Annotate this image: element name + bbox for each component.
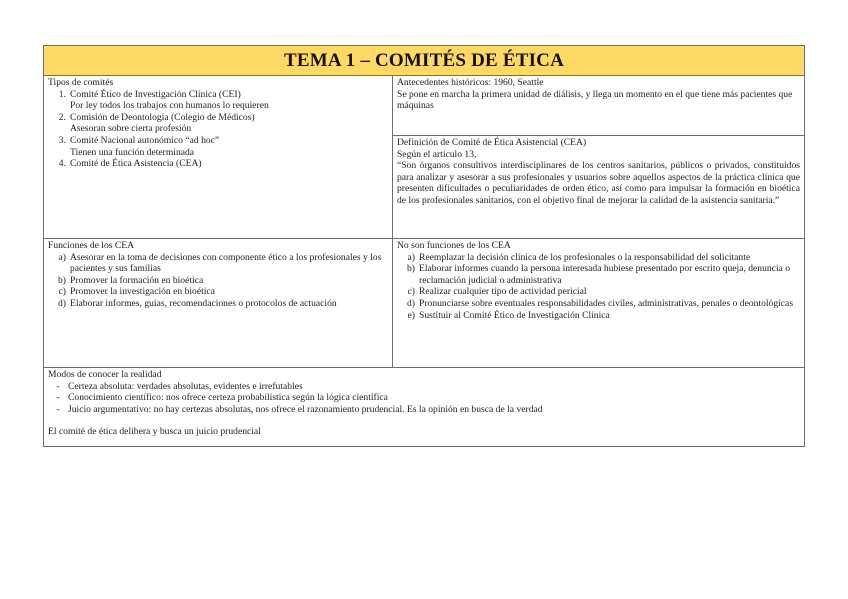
item-letter: a) (407, 251, 415, 263)
item-number: 3. (58, 134, 66, 146)
no-funciones-list (397, 252, 800, 322)
item-text: Asesorar en la toma de decisiones con componente ético a los profesionales y los pacientes y sus familias (70, 251, 382, 275)
item-text: Comisión de Deontología (Colegio de Médicos) (70, 111, 255, 123)
item-letter: d) (407, 297, 415, 309)
item-letter: d) (58, 297, 66, 309)
list-item (397, 298, 800, 310)
funciones-cell (44, 239, 393, 367)
item-text: Promover la investigación en bioética (70, 286, 215, 298)
row-funciones (44, 239, 804, 368)
item-text: Comité de Ética Asistencia (CEA) (70, 158, 202, 170)
modos-cell (44, 368, 804, 446)
funciones-heading: Funciones de los CEA (48, 240, 135, 251)
item-note: Asesoran sobre cierta profesión (70, 123, 192, 135)
item-text: Realizar cualquier tipo de actividad pericial (419, 286, 587, 298)
item-number: 1. (58, 88, 66, 100)
item-bullet: - (56, 392, 60, 404)
item-text: Comité Ético de Investigación Clínica (CEI) (70, 88, 241, 100)
item-letter: c) (58, 286, 66, 298)
modos-conclusion: El comité de ética delibera y busca un juicio prudencial (48, 426, 261, 438)
list-item (48, 89, 388, 112)
list-item (48, 381, 800, 393)
list-item (48, 158, 388, 170)
list-item (397, 263, 800, 286)
row-modos (44, 368, 804, 446)
tipos-cell (44, 76, 393, 238)
list-item (397, 286, 800, 298)
spacer (48, 415, 800, 426)
funciones-list (48, 252, 388, 310)
item-text: Reemplazar la decisión clínica de los profesionales o la responsabilidad del solicitante (419, 251, 751, 263)
list-item (397, 310, 800, 322)
item-text: Elaborar informes cuando la persona interesada hubiese presentado por escrito queja, denuncia o reclamación judicial o administrativa (419, 263, 791, 286)
item-letter: c) (407, 286, 415, 298)
document-table (43, 45, 805, 447)
item-note: Tienen una función determinada (70, 146, 195, 158)
item-text: Conocimiento científico: nos ofrece certeza probabilística según la lógica científica (68, 392, 388, 404)
list-item (48, 135, 388, 158)
item-text: Juicio argumentativo: no hay certezas absolutas, nos ofrece el razonamiento prudencial. Es la opinión en busca de la verdad (68, 403, 543, 415)
list-item (397, 252, 800, 264)
item-text: Sustituir al Comité Ético de Investigación Clínica (419, 309, 610, 321)
item-text: Elaborar informes, guías, recomendaciones o protocolos de actuación (70, 297, 337, 309)
item-bullet: - (56, 380, 60, 392)
item-letter: b) (58, 274, 66, 286)
item-text: Promover la formación en bioética (70, 274, 204, 286)
item-letter: b) (407, 263, 415, 275)
list-item (48, 252, 388, 275)
tipos-heading: Tipos de comités (48, 77, 114, 88)
list-item (48, 298, 388, 310)
antecedentes-heading: Antecedentes históricos: 1960, Seattle (397, 77, 544, 88)
page-title: TEMA 1 – COMITÉS DE ÉTICA (44, 46, 804, 76)
antecedentes-text: Se pone en marcha la primera unidad de diálisis, y llega un momento en el que tiene más pacientes que máquinas (397, 88, 793, 112)
no-funciones-heading: No son funciones de los CEA (397, 240, 511, 251)
list-item (48, 286, 388, 298)
definicion-heading: Definición de Comité de Ética Asistencial (CEA) (397, 137, 587, 148)
item-note: Por ley todos los trabajos con humanos lo requieren (70, 100, 269, 112)
list-item (48, 392, 800, 404)
antecedentes-definicion-cell (393, 76, 804, 238)
item-text: Comité Nacional autonómico “ad hoc” (70, 134, 220, 146)
item-letter: a) (58, 251, 66, 263)
no-funciones-cell (393, 239, 804, 367)
row-tipos-definicion (44, 76, 804, 239)
definicion-block (393, 136, 804, 209)
item-text: Pronunciarse sobre eventuales responsabilidades civiles, administrativas, penales o deontológicas (419, 297, 794, 309)
item-number: 2. (58, 111, 66, 123)
list-item (48, 112, 388, 135)
item-bullet: - (56, 403, 60, 415)
antecedentes-block (393, 76, 804, 136)
item-number: 4. (58, 158, 66, 170)
modos-heading: Modos de conocer la realidad (48, 369, 162, 380)
item-text: Certeza absoluta: verdades absolutas, evidentes e irrefutables (68, 380, 303, 392)
list-item (48, 275, 388, 287)
modos-list (48, 381, 800, 416)
list-item (48, 404, 800, 416)
tipos-list (48, 89, 388, 170)
item-letter: e) (407, 309, 415, 321)
definicion-ref: Según el artículo 13, (397, 148, 477, 160)
definicion-quote: “Son órganos consultivos interdisciplinares de los centros sanitarios, públicos o privados, constituidos para analizar y asesorar a sus profesionales y usuarios sobre aquellos aspectos de la práctica clínica que presenten dificultades o peculiaridades de orden ético, así como para impulsar la formación en bioética de los profesionales sanitarios, con el objetivo final de mejorar la calidad de la asistencia sanitaria.” (397, 160, 800, 206)
